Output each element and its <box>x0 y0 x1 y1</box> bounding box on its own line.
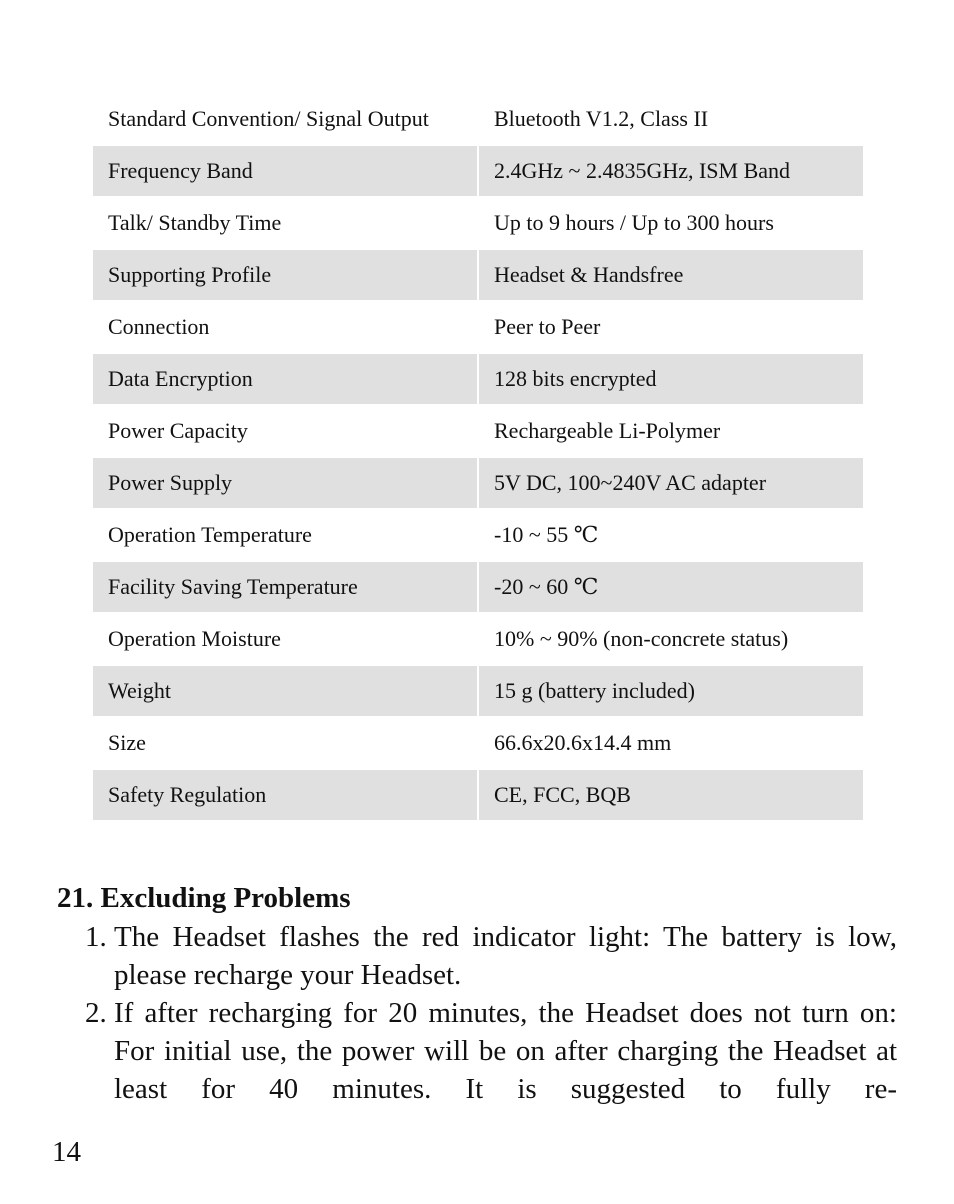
spec-label: Operation Temperature <box>108 522 312 547</box>
spec-value: -20 ~ 60 ℃ <box>479 562 863 612</box>
spec-row-saving-temperature <box>93 561 863 613</box>
list-item-number: 1. <box>85 921 107 953</box>
spec-label: Standard Convention/ Signal Output <box>108 106 429 131</box>
list-item <box>57 994 897 1108</box>
section-title: 21. Excluding Problems <box>57 882 351 914</box>
page-number: 14 <box>52 1136 81 1168</box>
spec-row-frequency <box>93 145 863 197</box>
list-item-text: If after recharging for 20 minutes, the Headset does not turn on: For initial use, the power will be on after charging the Headset at least for 40 minutes. It is suggested to fully re- <box>114 997 897 1105</box>
excluding-problems-section <box>57 878 897 1108</box>
spec-row-connection <box>93 301 863 353</box>
list-item <box>57 918 897 994</box>
spec-value: -10 ~ 55 ℃ <box>494 522 599 547</box>
spec-value: Up to 9 hours / Up to 300 hours <box>494 210 774 235</box>
spec-row-profile <box>93 249 863 301</box>
spec-value: 5V DC, 100~240V AC adapter <box>479 458 863 508</box>
spec-value: 10% ~ 90% (non-concrete status) <box>494 626 789 651</box>
spec-row-moisture <box>93 613 863 665</box>
spec-label: Facility Saving Temperature <box>93 562 477 612</box>
spec-label: Operation Moisture <box>108 626 281 651</box>
spec-label: Size <box>108 730 146 755</box>
spec-label: Talk/ Standby Time <box>108 210 282 235</box>
spec-label: Power Supply <box>93 458 477 508</box>
spec-row-size <box>93 717 863 769</box>
spec-value: Headset & Handsfree <box>479 250 863 300</box>
spec-label: Data Encryption <box>93 354 477 404</box>
spec-row-power-supply <box>93 457 863 509</box>
spec-row-talk-time <box>93 197 863 249</box>
spec-value: CE, FCC, BQB <box>479 770 863 820</box>
spec-label: Supporting Profile <box>93 250 477 300</box>
spec-row-safety <box>93 769 863 821</box>
spec-value: Bluetooth V1.2, Class II <box>494 106 709 131</box>
spec-table <box>93 93 863 821</box>
spec-row-power-capacity <box>93 405 863 457</box>
list-item-text: The Headset flashes the red indicator light: The battery is low, please recharge your Headset. <box>114 921 897 991</box>
spec-value: 15 g (battery included) <box>479 666 863 716</box>
spec-label: Safety Regulation <box>93 770 477 820</box>
spec-label: Frequency Band <box>93 146 477 196</box>
list-item-number: 2. <box>85 997 107 1029</box>
spec-row-operation-temperature <box>93 509 863 561</box>
spec-label: Power Capacity <box>108 418 248 443</box>
spec-label: Connection <box>108 314 210 339</box>
spec-value: 128 bits encrypted <box>479 354 863 404</box>
spec-value: Rechargeable Li-Polymer <box>494 418 721 443</box>
spec-row-encryption <box>93 353 863 405</box>
spec-value: Peer to Peer <box>494 314 601 339</box>
spec-row-weight <box>93 665 863 717</box>
spec-value: 66.6x20.6x14.4 mm <box>494 730 672 755</box>
spec-row-standard <box>93 93 863 145</box>
spec-label: Weight <box>93 666 477 716</box>
spec-value: 2.4GHz ~ 2.4835GHz, ISM Band <box>479 146 863 196</box>
